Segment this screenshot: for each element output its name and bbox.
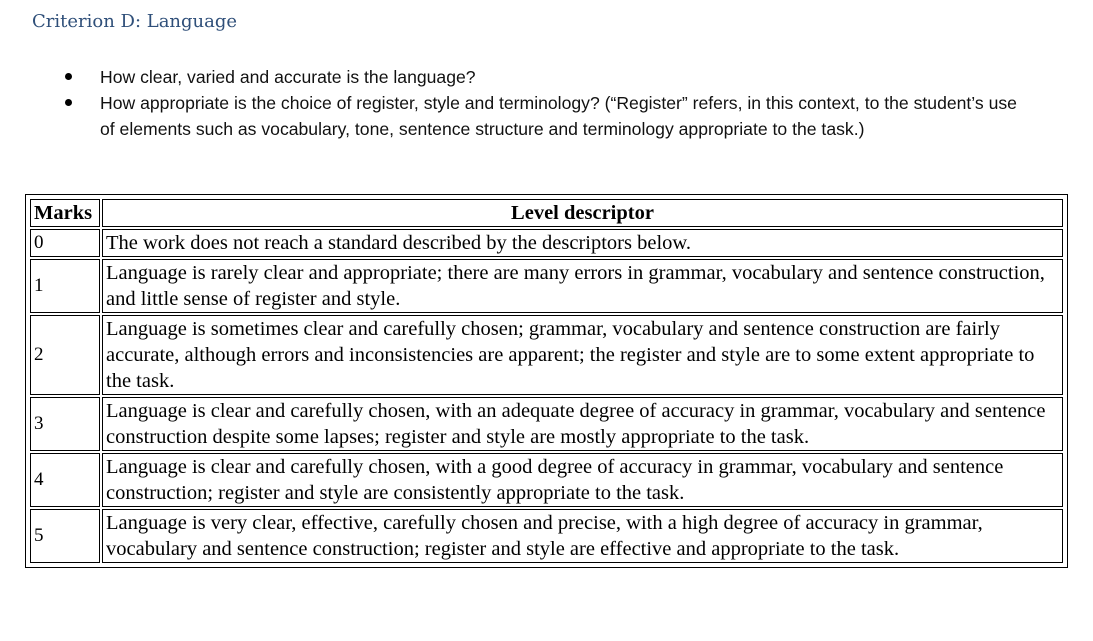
descriptor-cell: The work does not reach a standard described by the descriptors below. (102, 229, 1063, 257)
bullet-text: How clear, varied and accurate is the language? (100, 67, 476, 87)
descriptor-cell: Language is clear and carefully chosen, with a good degree of accuracy in grammar, vocabulary and sentence construction; register and style are consistently appropriate to the task. (102, 453, 1063, 507)
mark-cell: 5 (30, 509, 100, 563)
bullet-dot-icon (65, 73, 72, 80)
descriptor-cell: Language is rarely clear and appropriate; there are many errors in grammar, vocabulary and sentence construction, and little sense of register and style. (102, 259, 1063, 313)
guiding-questions (60, 64, 1020, 142)
rubric-table-frame (25, 194, 1068, 568)
bullet-item (60, 64, 1020, 90)
mark-cell: 1 (30, 259, 100, 313)
mark-cell: 3 (30, 397, 100, 451)
descriptor-cell: Language is clear and carefully chosen, with an adequate degree of accuracy in grammar, vocabulary and sentence construction despite some lapses; register and style are mostly appropriate to the task. (102, 397, 1063, 451)
descriptor-cell: Language is very clear, effective, carefully chosen and precise, with a high degree of accuracy in grammar, vocabulary and sentence construction; register and style are effective and appropriate to the task. (102, 509, 1063, 563)
marks-column-header: Marks (30, 199, 100, 227)
criterion-heading: Criterion D: Language (32, 11, 238, 32)
table-row (30, 259, 1063, 313)
descriptor-cell: Language is sometimes clear and carefully chosen; grammar, vocabulary and sentence construction are fairly accurate, although errors and inconsistencies are apparent; the register and style are to some extent appropriate to the task. (102, 315, 1063, 395)
mark-cell: 4 (30, 453, 100, 507)
table-row (30, 397, 1063, 451)
table-row (30, 315, 1063, 395)
descriptor-column-header: Level descriptor (102, 199, 1063, 227)
mark-cell: 0 (30, 229, 100, 257)
mark-cell: 2 (30, 315, 100, 395)
bullet-item (60, 90, 1020, 142)
table-row (30, 509, 1063, 563)
table-header-row (30, 199, 1063, 227)
table-row (30, 229, 1063, 257)
bullet-text: How appropriate is the choice of register, style and terminology? (“Register” refers, in this context, to the student’s use of elements such as vocabulary, tone, sentence structure and terminology appropriate to the task.) (100, 93, 1017, 139)
rubric-table (28, 197, 1065, 565)
bullet-dot-icon (65, 99, 72, 106)
table-row (30, 453, 1063, 507)
